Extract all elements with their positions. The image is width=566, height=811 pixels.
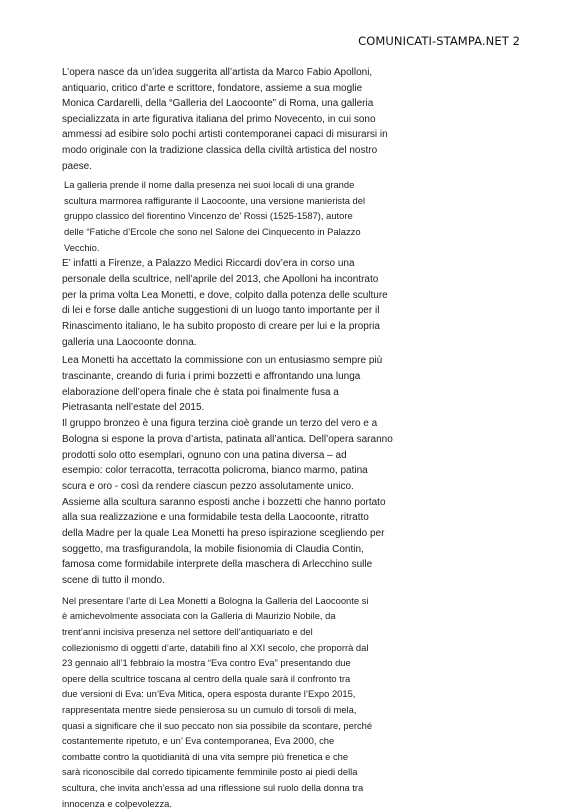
paragraph-origin: L’opera nasce da un’idea suggerita all’artista da Marco Fabio Apolloni, antiquario, critico d’arte e scrittore, fondatore, assieme a sua moglie Monica Cardarelli, della “Galleria del Laocoonte” di Roma, una galleria specializzata in arte figurativa italiana del primo Novecento, in cui sono ammessi ad esibire solo pochi artisti contemporanei capaci di misurarsi in modo originale con la tradizione classica della civiltà artistica del nostro paese.	[62, 67, 388, 172]
page-header: COMUNICATI-STAMPA.NET 2	[358, 34, 520, 48]
paragraph-bronze-group: Il gruppo bronzeo è una figura terzina cioè grande un terzo del vero e a Bologna si espone la prova d’artista, patinata all’antica. Dell’opera saranno prodotti solo otto esemplari, ognuno con una patina diversa – ad esempio: color terracotta, terracotta policroma, bianco marmo, patina scura e oro - così da rendere ciascun pezzo assolutamente unico.	[62, 418, 393, 492]
document-body	[62, 65, 514, 811]
paragraph-commission: Lea Monetti ha accettato la commissione con un entusiasmo sempre più trascinante, creando di furia i primi bozzetti e affrontando una lunga elaborazione dell’opera finale che è stata poi finalmente fusa a Pietrasanta nell’estate del 2015.	[62, 355, 383, 414]
paragraph-florence-meeting: E’ infatti a Firenze, a Palazzo Medici Riccardi dov’era in corso una personale della scultrice, nell’aprile del 2013, che Apolloni ha incontrato per la prima volta Lea Monetti, e dove, colpito dalla potenza delle sculture di lei e forse dalle antiche suggestioni di un luogo tanto importante per il Rinascimento italiano, le ha subito proposto di creare per lui e la propria galleria una Laocoonte donna.	[62, 258, 388, 348]
paragraph-gallery-name: La galleria prende il nome dalla presenza nei suoi locali di una grande scultura marmorea raffigurante il Laocoonte, una versione manierista del gruppo classico del fiorentino Vincenzo de’ Rossi (1525-1587), autore delle “Fatiche d’Ercole che sono nel Salone dei Cinquecento in Palazzo Vecchio.	[64, 179, 366, 253]
paragraph-bologna-exhibition: Nel presentare l’arte di Lea Monetti a Bologna la Galleria del Laocoonte si è amichevolmente associata con la Galleria di Maurizio Nobile, da trent’anni incisiva presenza nel settore dell’antiquariato e del collezionismo di oggetti d’arte, databili fino al XXI secolo, che proporrà dal 23 gennaio all’1 febbraio la mostra “Eva contro Eva” presentando due opere della scultrice toscana al centro della quale sarà il confronto tra due versioni di Eva: un’Eva Mitica, opera esposta durante l’Expo 2015, rappresentata mentre siede pensierosa su un cumulo di torsoli di mela, quasi a significare che il suo peccato non sia possibile da scontare, perché costantemente ripetuto, e un’ Eva contemporanea, Eva 2000, che combatte contro la quotidianità di una vita sempre più frenetica e che sarà riconoscibile dal corredo tipicamente femminile posto ai piedi della scultura, che invita anch’essa ad una riflessione sul ruolo della donna tra innocenza e colpevolezza.	[62, 594, 373, 809]
paragraph-sketches: Assieme alla scultura saranno esposti anche i bozzetti che hanno portato alla sua realizzazione e una formidabile testa della Laocoonte, ritratto della Madre per la quale Lea Monetti ha preso ispirazione scegliendo per soggetto, ma trasfigurandola, la mobile fisionomia di Claudia Contin, famosa come formidabile interprete della maschera di Arlecchino sulle scene di tutto il mondo.	[62, 496, 386, 587]
